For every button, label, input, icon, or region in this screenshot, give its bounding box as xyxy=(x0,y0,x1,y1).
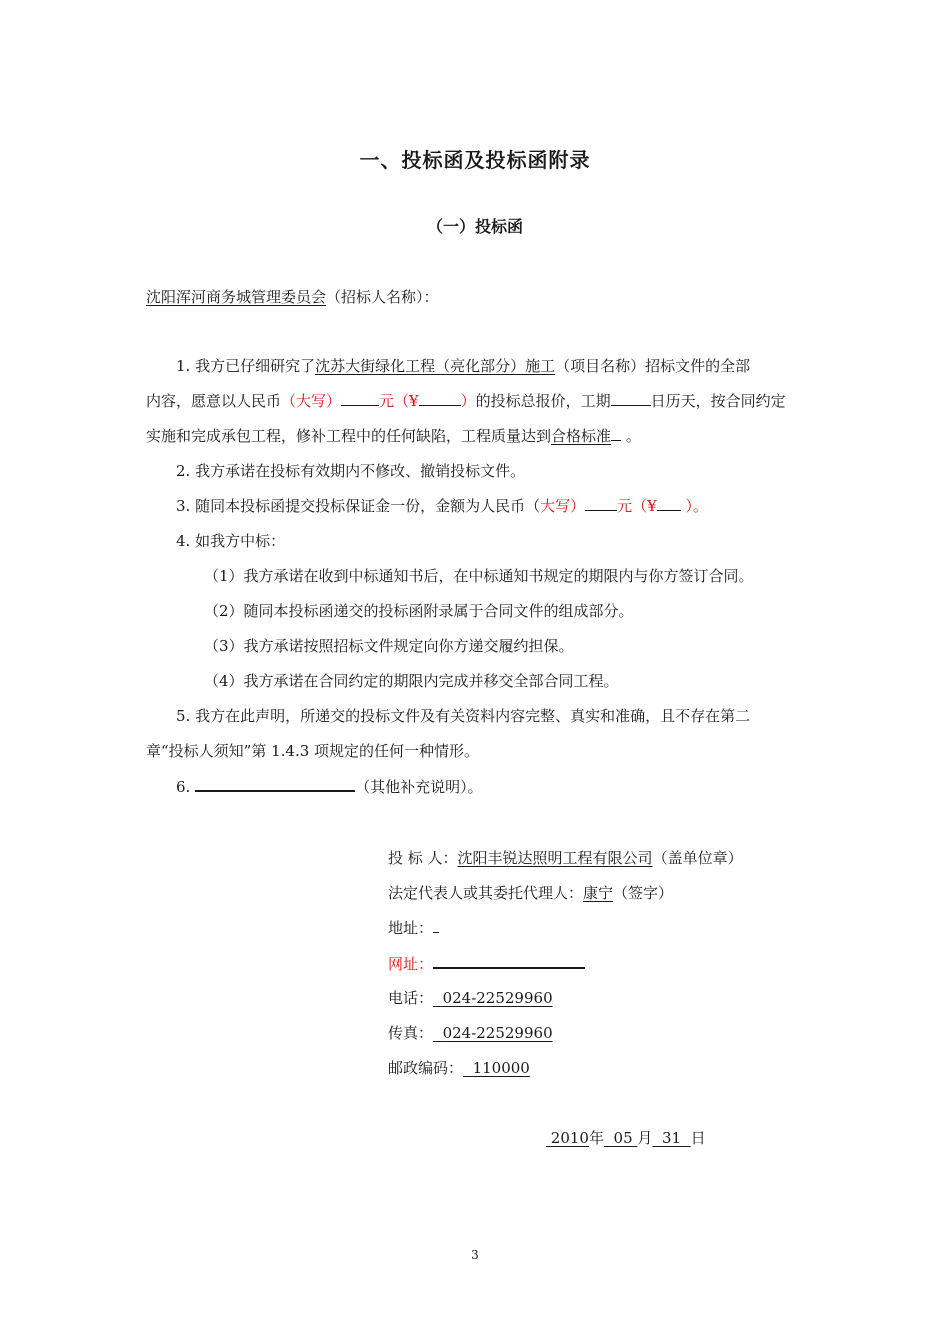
page-title: 一、投标函及投标函附录 xyxy=(359,148,591,172)
deposit-number-blank xyxy=(657,496,681,511)
addressee-name: 沈阳浑河商务城管理委员会 xyxy=(146,288,327,306)
paragraph-2: 2. 我方承诺在投标有效期内不修改、撤销投标文件。 xyxy=(176,462,526,480)
amount-number-blank xyxy=(419,391,461,406)
bidder-line: 投 标 人：沈阳丰锐达照明工程有限公司（盖单位章） xyxy=(388,849,743,867)
deposit-yuan-label: 元（¥ xyxy=(617,497,657,515)
addressee-line xyxy=(146,287,439,307)
daxie-label: （大写） xyxy=(281,392,342,410)
addressee-suffix: （招标人名称）： xyxy=(326,288,439,306)
section-subtitle: （一）投标函 xyxy=(426,217,523,236)
postal-line: 邮政编码： 110000 xyxy=(388,1059,530,1077)
phone-value: 024-22529960 xyxy=(442,989,553,1007)
duration-blank xyxy=(611,391,651,406)
page-number: 3 xyxy=(471,1248,479,1262)
representative-line: 法定代表人或其委托代理人：康宁（签字） xyxy=(388,884,674,902)
date-year: 2010 xyxy=(550,1129,589,1147)
bidder-name: 沈阳丰锐达照明工程有限公司 xyxy=(457,849,653,867)
quality-standard: 合格标准 xyxy=(551,427,612,445)
paragraph-5-line-2: 章“投标人须知”第 1.4.3 项规定的任何一种情形。 xyxy=(146,742,480,760)
address-line: 地址： xyxy=(388,918,439,938)
list-item: （1）我方承诺在收到中标通知书后，在中标通知书规定的期限内与你方签订合同。 xyxy=(204,567,754,585)
amount-words-blank xyxy=(341,391,379,406)
address-blank xyxy=(433,918,439,933)
phone-line: 电话： 024-22529960 xyxy=(388,989,553,1007)
website-line: 网址： xyxy=(388,953,585,974)
paragraph-1-line-2: 内容，愿意以人民币（大写） 元（¥ ）的投标总报价，工期 日历天，按合同约定 xyxy=(146,392,786,410)
paragraph-6: 6. （其他补充说明）。 xyxy=(176,778,483,796)
website-blank xyxy=(433,953,585,969)
deposit-words-blank xyxy=(585,496,617,511)
project-name: 沈苏大街绿化工程（亮化部分）施工 xyxy=(315,357,556,375)
representative-name: 康宁 xyxy=(583,884,614,902)
supplement-blank xyxy=(195,776,355,792)
postal-value: 110000 xyxy=(472,1059,530,1077)
date-line: 2010年 05 月 31 日 xyxy=(546,1128,706,1148)
paragraph-5-line-1: 5. 我方在此声明，所递交的投标文件及有关资料内容完整、真实和准确，且不存在第二 xyxy=(176,707,751,725)
paragraph-4: 4. 如我方中标： xyxy=(176,532,286,550)
fax-value: 024-22529960 xyxy=(442,1024,553,1042)
fax-line: 传真： 024-22529960 xyxy=(388,1024,553,1042)
list-item: （3）我方承诺按照招标文件规定向你方递交履约担保。 xyxy=(204,637,574,655)
yuan-label: 元（¥ xyxy=(379,392,419,410)
paragraph-3: 3. 随同本投标函提交投标保证金一份，金额为人民币（大写） 元（¥ ）。 xyxy=(176,497,708,515)
date-day: 31 xyxy=(661,1129,682,1147)
paragraph-1-line-3: 实施和完成承包工程，修补工程中的任何缺陷，工程质量达到合格标准 。 xyxy=(146,427,641,445)
list-item: （4）我方承诺在合同约定的期限内完成并移交全部合同工程。 xyxy=(204,672,619,690)
paragraph-1-line-1: 1. 我方已仔细研究了沈苏大街绿化工程（亮化部分）施工（项目名称）招标文件的全部 xyxy=(176,357,751,375)
date-month: 05 xyxy=(613,1129,633,1147)
deposit-daxie-label: 大写） xyxy=(540,497,586,515)
list-item: （2）随同本投标函递交的投标函附录属于合同文件的组成部分。 xyxy=(204,602,634,620)
